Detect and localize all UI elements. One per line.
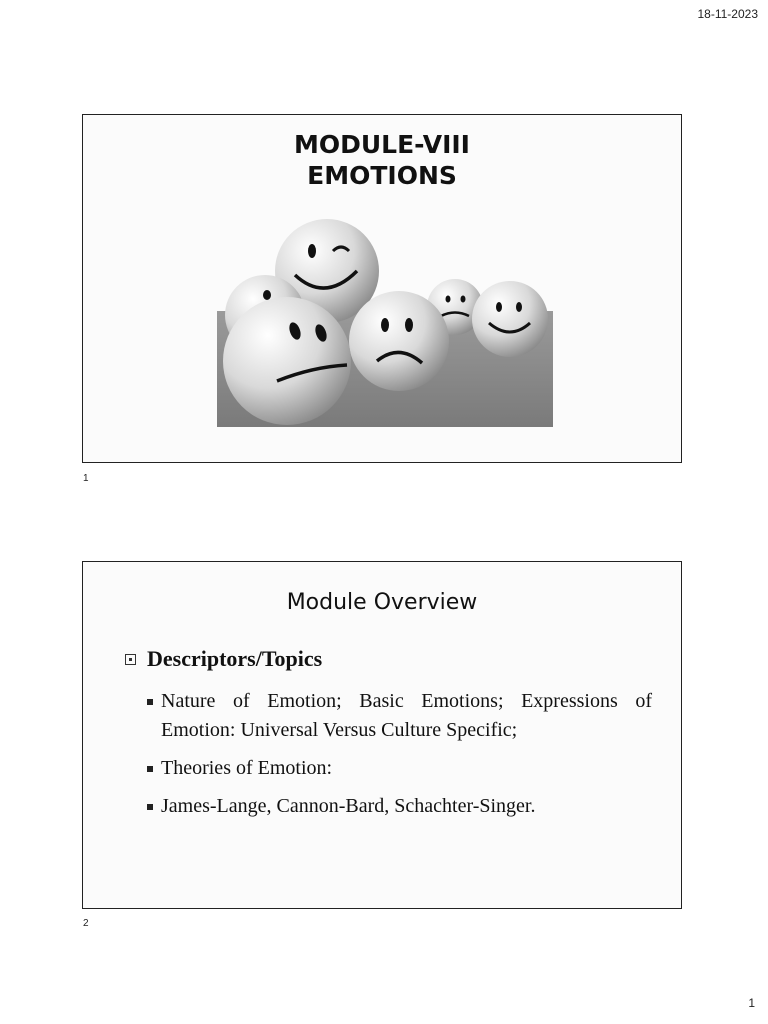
title-line-1: MODULE-VIII xyxy=(293,130,470,159)
emoji-balls-image xyxy=(217,213,553,427)
slide-1-number: 1 xyxy=(83,473,89,484)
page-number: 1 xyxy=(748,996,755,1010)
topics-list xyxy=(147,687,652,830)
topics-heading xyxy=(125,646,322,672)
list-item: Nature of Emotion; Basic Emotions; Expressions of Emotion: Universal Versus Culture Specific; xyxy=(147,687,652,745)
print-date: 18-11-2023 xyxy=(697,7,758,21)
sad-ball xyxy=(349,291,449,391)
square-bullet-icon xyxy=(125,654,136,665)
list-item: James-Lange, Cannon-Bard, Schachter-Singer. xyxy=(147,792,652,821)
slide-2 xyxy=(82,561,682,909)
list-item: Theories of Emotion: xyxy=(147,754,652,783)
slide-1-title xyxy=(83,129,681,191)
slide-2-title: Module Overview xyxy=(286,590,478,615)
slide-1 xyxy=(82,114,682,463)
neutral-ball xyxy=(223,297,351,425)
title-line-2: EMOTIONS xyxy=(307,161,457,190)
topics-heading-label: Descriptors/Topics xyxy=(147,646,323,671)
slide-2-number: 2 xyxy=(83,918,89,929)
small-happy-ball xyxy=(472,281,548,357)
